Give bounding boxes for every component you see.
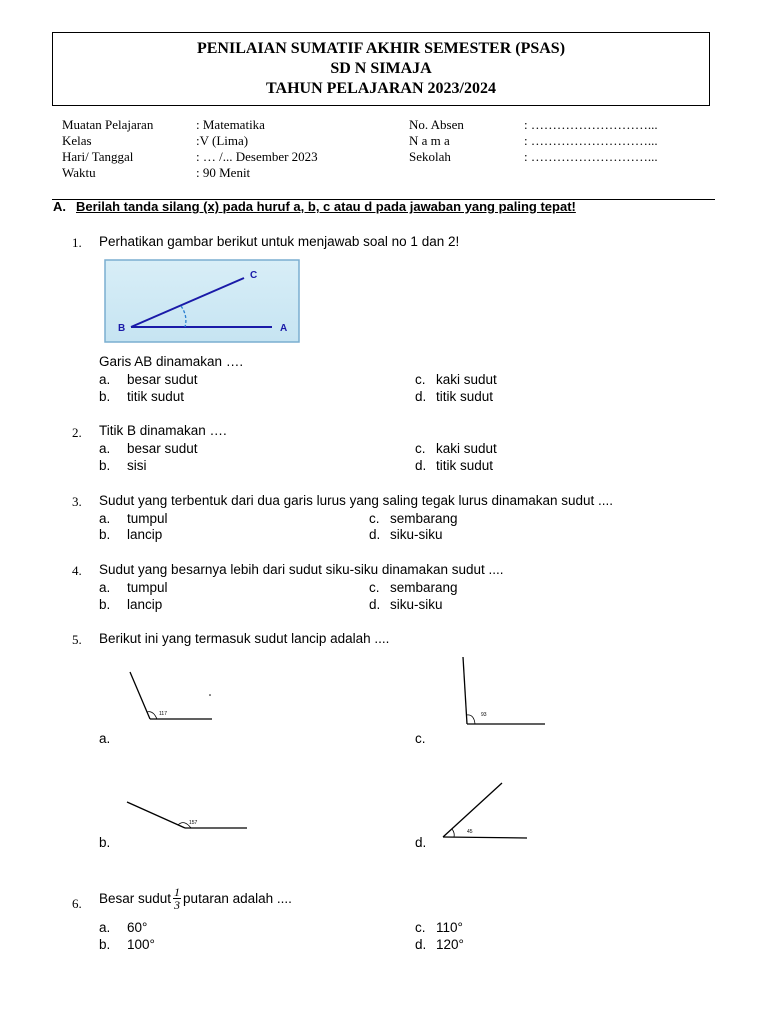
option-key[interactable]: d. xyxy=(369,527,381,542)
option-key[interactable]: d. xyxy=(415,937,427,952)
option-key[interactable]: a. xyxy=(99,731,111,746)
fraction-numerator: 1 xyxy=(174,885,181,899)
exam-title: PENILAIAN SUMATIF AKHIR SEMESTER (PSAS) xyxy=(196,40,566,57)
subject-value: : Matematika xyxy=(196,117,265,132)
option-key[interactable]: a. xyxy=(99,920,111,935)
option-key[interactable]: b. xyxy=(99,597,111,612)
school-label: Sekolah xyxy=(409,149,451,164)
option-key[interactable]: d. xyxy=(415,835,427,850)
date-label: Hari/ Tanggal xyxy=(62,149,134,164)
option-key[interactable]: c. xyxy=(369,580,380,595)
option-key[interactable]: a. xyxy=(99,511,111,526)
question-number: 5. xyxy=(72,632,82,647)
angle-93-figure xyxy=(456,654,548,728)
school-name: SD N SIMAJA xyxy=(330,60,432,77)
option-key[interactable]: a. xyxy=(99,580,111,595)
option-key[interactable]: c. xyxy=(415,372,426,387)
angle-label: 93 xyxy=(481,712,487,718)
option-text[interactable]: lancip xyxy=(127,597,163,612)
question-text: Berikut ini yang termasuk sudut lancip adalah .... xyxy=(99,631,390,646)
time-value: : 90 Menit xyxy=(196,165,251,180)
question-number: 2. xyxy=(72,425,82,440)
angle-label: 45 xyxy=(467,829,473,835)
header-box xyxy=(52,32,710,106)
angle-117-figure xyxy=(124,668,216,724)
option-key[interactable]: b. xyxy=(99,527,111,542)
name-label: N a m a xyxy=(409,133,450,148)
question-text: Perhatikan gambar berikut untuk menjawab soal no 1 dan 2! xyxy=(99,234,460,249)
question-number: 4. xyxy=(72,563,82,578)
option-text[interactable]: lancip xyxy=(127,527,163,542)
option-text[interactable]: 110° xyxy=(436,920,463,935)
option-key[interactable]: b. xyxy=(99,389,111,404)
option-text[interactable]: sisi xyxy=(127,458,147,473)
question-text-after: putaran adalah .... xyxy=(183,891,292,906)
option-key[interactable]: c. xyxy=(369,511,380,526)
option-text[interactable]: siku-siku xyxy=(390,527,443,542)
subject-label: Muatan Pelajaran xyxy=(62,117,154,132)
option-text[interactable]: besar sudut xyxy=(127,372,198,387)
option-text[interactable]: titik sudut xyxy=(436,458,494,473)
academic-year: TAHUN PELAJARAN 2023/2024 xyxy=(266,80,496,97)
absen-label: No. Absen xyxy=(409,117,464,132)
time-label: Waktu xyxy=(62,165,96,180)
option-text[interactable]: titik sudut xyxy=(436,389,494,404)
absen-field[interactable]: : ………………………... xyxy=(524,117,658,132)
option-text[interactable]: 120° xyxy=(436,937,464,952)
name-field[interactable]: : ………………………... xyxy=(524,133,658,148)
angle-label: 117 xyxy=(159,711,167,717)
fraction xyxy=(173,886,181,911)
option-key[interactable]: a. xyxy=(99,441,111,456)
question-text xyxy=(99,886,292,911)
option-key[interactable]: b. xyxy=(99,835,111,850)
fraction-denominator: 3 xyxy=(174,898,181,912)
school-field[interactable]: : ………………………... xyxy=(524,149,658,164)
option-text[interactable]: kaki sudut xyxy=(436,441,497,456)
question-text: Titik B dinamakan …. xyxy=(99,423,227,438)
label-b: B xyxy=(118,323,126,334)
option-key[interactable]: d. xyxy=(415,389,427,404)
angle-label: 157 xyxy=(189,820,198,826)
option-key[interactable]: c. xyxy=(415,920,426,935)
class-value: :V (Lima) xyxy=(196,133,249,148)
option-text[interactable]: 100° xyxy=(127,937,155,952)
class-label: Kelas xyxy=(62,133,92,148)
angle-157-figure xyxy=(124,797,250,835)
option-key[interactable]: d. xyxy=(415,458,427,473)
question-text-before: Besar sudut xyxy=(99,891,172,906)
label-c: C xyxy=(250,270,258,281)
option-text[interactable]: tumpul xyxy=(127,511,168,526)
option-key[interactable]: b. xyxy=(99,458,111,473)
label-a: A xyxy=(280,323,288,334)
option-key[interactable]: d. xyxy=(369,597,381,612)
question-text: Sudut yang terbentuk dari dua garis lurus yang saling tegak lurus dinamakan sudut .... xyxy=(99,493,614,508)
option-key[interactable]: c. xyxy=(415,441,426,456)
option-text[interactable]: sembarang xyxy=(390,511,458,526)
question-number: 1. xyxy=(72,235,82,250)
option-text[interactable]: kaki sudut xyxy=(436,372,497,387)
section-letter: A. xyxy=(53,199,66,214)
angle-figure xyxy=(104,259,301,343)
option-text[interactable]: titik sudut xyxy=(127,389,185,404)
option-text[interactable]: siku-siku xyxy=(390,597,443,612)
option-key[interactable]: b. xyxy=(99,937,111,952)
option-text[interactable]: sembarang xyxy=(390,580,458,595)
question-text: Sudut yang besarnya lebih dari sudut siku-siku dinamakan sudut .... xyxy=(99,562,504,577)
option-text[interactable]: tumpul xyxy=(127,580,168,595)
option-key[interactable]: c. xyxy=(415,731,426,746)
option-text[interactable]: besar sudut xyxy=(127,441,198,456)
question-number: 6. xyxy=(72,896,82,911)
angle-45-figure xyxy=(440,780,530,842)
section-instruction: Berilah tanda silang (x) pada huruf a, b, c atau d pada jawaban yang paling tepat! xyxy=(76,199,576,214)
question-number: 3. xyxy=(72,494,82,509)
option-text[interactable]: 60° xyxy=(127,920,148,935)
question-prompt: Garis AB dinamakan …. xyxy=(99,354,244,369)
date-value: : … /... Desember 2023 xyxy=(196,149,318,164)
option-key[interactable]: a. xyxy=(99,372,111,387)
